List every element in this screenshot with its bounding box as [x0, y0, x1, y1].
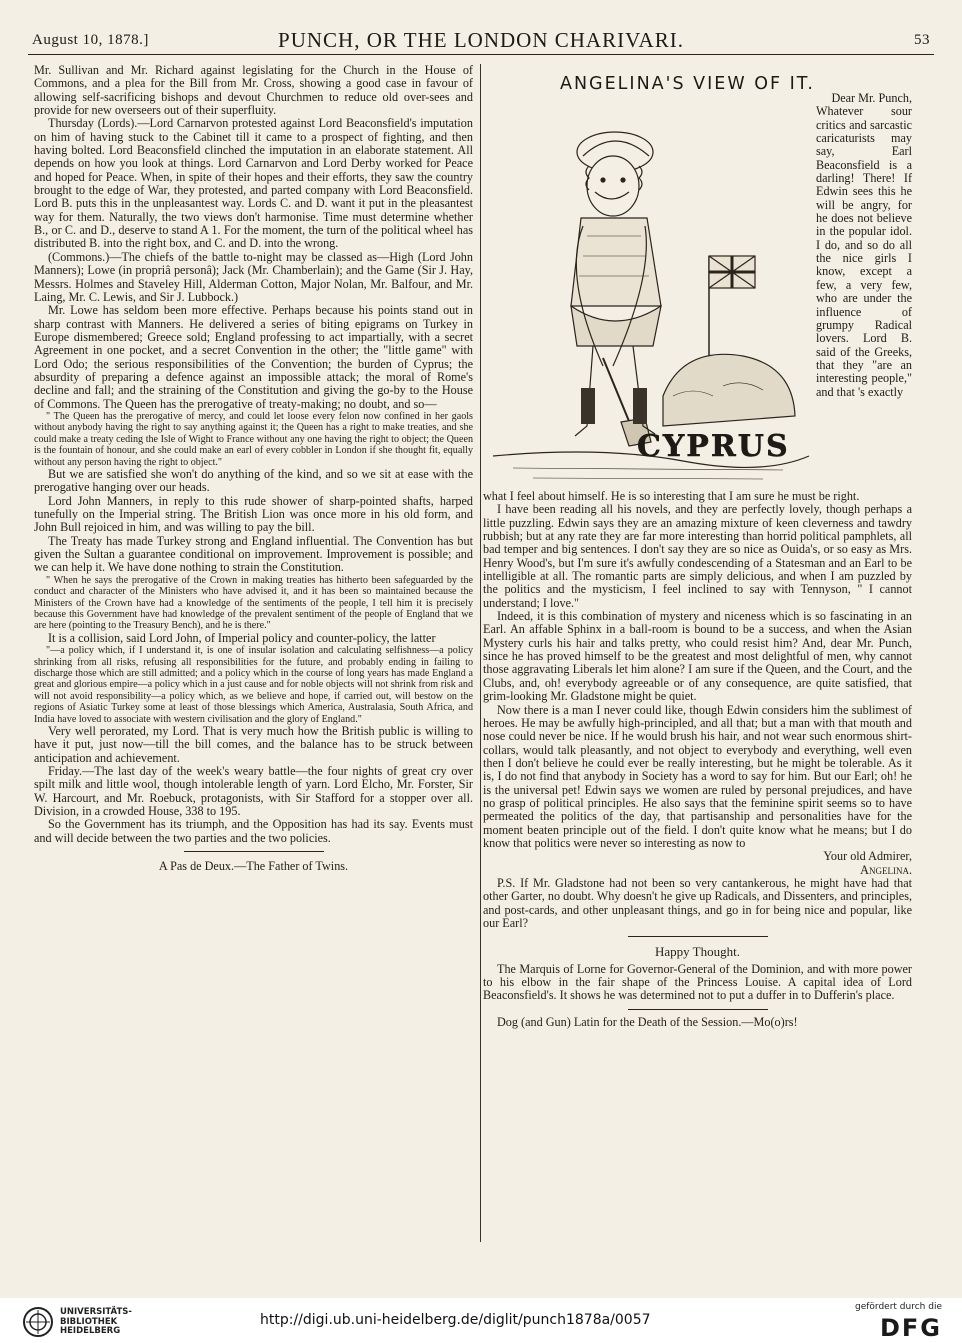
- paragraph: (Commons.)—The chiefs of the battle to-night may be classed as—High (Lord John Manners); Lowe (in propriâ personâ); Jack (Mr. Chamberlain); and the Game (Sir J. Hay, Messrs. Holmes and Staveley Hill, Alderman Cotton, Major Nolan, Mr. Balfour, and Mr. Laing, Mr. C. Lewis, and Sir J. Lubbock.): [34, 249, 473, 304]
- paragraph: The Marquis of Lorne for Governor-General of the Dominion, and with more power to his elbow in the fair shape of the Princess Louise. A capital idea of Lord Beaconsfield's. It shows he was determined not to put a duffer in to Dufferin's place.: [483, 961, 912, 1003]
- block-quote: "—a policy which, if I understand it, is one of insular isolation and calculating selfishness—a policy shrinking from all risks, refusing all responsibilities for the future, and probably ending in failing to discharge those which are still admitted; and a policy which in the course of long years has made England a great and glorious empire—a policy which in a just cause and for noble objects will not shrink from risk and will not avoid responsibility—a policy which, as we believe and hope, if carried out, will bestow on the regions of Asiatic Turkey some at least of those blessings which America, Australasia, South Africa, and India have loved to associate with western civilisation and the glory of England.": [34, 645, 473, 725]
- funding-note: gefördert durch die: [855, 1302, 942, 1312]
- paragraph: The Treaty has made Turkey strong and England influential. The Convention has but given the Sultan a guarantee conditional on improvement. Improvement is possible; and we can help it. We have done nothing to strain the Constitution.: [34, 533, 473, 575]
- paragraph: Very well perorated, my Lord. That is very much how the British public is willing to have it put, just now—till the bill comes, and the balance has to be struck between anticipation and achievement.: [34, 723, 473, 765]
- closing: Your old Admirer,: [823, 849, 912, 864]
- page-number: 53: [914, 32, 930, 48]
- divider: [628, 936, 768, 937]
- paragraph: But we are satisfied she won't do anything of the kind, and so we sit at ease with the prerogative hanging over our heads.: [34, 466, 473, 495]
- paragraph: Friday.—The last day of the week's weary battle—the four nights of great cry over spilt milk and little wool, though intolerable length of yarn. Lord Elcho, Mr. Forster, Sir W. Harcourt, and Mr. Roebuck, protagonists, with Sir Stafford for a stopper over all. Division, in a crowded House, 338 to 195.: [34, 763, 473, 818]
- paragraph: Dog (and Gun) Latin for the Death of the Session.—Mo(o)rs!: [497, 1014, 798, 1029]
- cyprus-label: CYPRUS: [637, 429, 790, 464]
- paragraph: Indeed, it is this combination of mystery and niceness which is so fascinating in an Earl. An affable Sphinx in a ball-room is bound to be a success, and when the Asian Mystery curls his hair and talks pretty, who could resist him? And, dear Mr. Punch, since he has proved himself to be the greatest and most delightful of men, why cannot those aggravating Liberals let him alone? I am sure if the Queen, and the Court, and the Clubs, and, oh! everybody agreeable or of any consequence, are quite satisfied, that grim-looking Mr. Gladstone might be quiet.: [483, 609, 912, 704]
- paragraph: I have been reading all his novels, and they are perfectly lovely, though perhaps a little puzzling. Edwin says they are an amazing mixture of keen cleverness and tawdry rubbish; but at any rate they are far more interesting than horrid political pamphlets, all bad temper and big sentences. I don't say they are so nice as Ouida's, or so easy as Mrs. Henry Wood's, but I'm sure it's awfully condescending of a Statesman and an Earl to be intelligible at all. The romantic parts are simply delicious, and when I am puzzled by the politics and the mysticism, I feel inclined to say with Tennyson, " I cannot understand; I love.": [483, 502, 912, 610]
- right-column: [483, 490, 912, 1029]
- paragraph: Whatever sour critics and sarcastic caricaturists may say, Earl Beaconsfield is a darling! There! If Edwin sees this he will be angry, for he does not believe in the popular idol. I do, and so do all the nice girls I know, except a few, a very few, who are under the influence of grumpy Radical lovers. Lord B. said of the Greeks, that they "are an interesting people," and that 's exactly: [816, 104, 912, 399]
- masthead-title: PUNCH, OR THE LONDON CHARIVARI.: [278, 28, 684, 52]
- paragraph: It is a collision, said Lord John, of Imperial policy and counter-policy, the latter: [48, 630, 436, 645]
- cartoon-illustration: [483, 96, 811, 496]
- left-column: [34, 64, 473, 873]
- article-title: ANGELINA'S VIEW OF IT.: [560, 74, 815, 94]
- footer-bar: [0, 1298, 962, 1343]
- paragraph: what I feel about himself. He is so interesting that I am sure he must be right.: [483, 489, 860, 503]
- salutation: Dear Mr. Punch,: [831, 91, 912, 105]
- university-seal-icon: [22, 1306, 54, 1338]
- paragraph: Lord John Manners, in reply to this rude shower of sharp-pointed shafts, harped tunefully on the Imperial string. The British Lion was once more in his old form, and John Bull rejoiced in him, and was willing to pay the bill.: [34, 493, 473, 535]
- paragraph: Mr. Lowe has seldom been more effective. Perhaps because his points stand out in sharp contrast with Manners. He delivered a series of biting epigrams on Turkey in Europe dismembered; Greece sold; England professing to act impartially, with a secret Agreement in one pocket, and a secret Convention in the other; the "little game" with Lord Odo; the serious responsibilities of the Convention; the burden of Cyprus; the absurdity of preparing a defence against an impossible attack; the moral of Rome's decline and fall; and the straining of the Constitution and giving the go-by to the House of Commons. The Queen has the prerogative of treaty-making; no doubt, and so—: [34, 303, 473, 411]
- paragraph: So the Government has its triumph, and the Opposition has had its say. Events must and will decide between the two parties and the two policies.: [34, 817, 473, 845]
- section-heading: Happy Thought.: [655, 944, 740, 960]
- divider: [184, 851, 324, 852]
- source-url-link[interactable]: http://digi.ub.uni-heidelberg.de/diglit/punch1878a/0057: [260, 1312, 651, 1328]
- paragraph: Now there is a man I never could like, though Edwin considers him the sublimest of heroes. He may be awfully high-principled, and all that; but a man with that mouth and nose could never be nice. If he would brush his hair, and not wear such enormous shirt-collars, would talk pleasantly, and not object to everybody and everything, well even then I don't believe he could ever be really interesting, but he might be tolerable. As it is, I do not find that anybody in Society has a word to say for him. But our Earl; oh! he is the universal pet! Edwin says we women are ruled by personal prejudices, and have no grasp of political principles. He also says that the feminine spirit seems so to have permeated the politics of the day, that partisanship and personalities have for the moment beaten principle out of the field. I don't quite know what he means; but I do know that politics were never so interesting as now to: [483, 702, 912, 850]
- postscript: P.S. If Mr. Gladstone had not been so very cantankerous, he might have had that other Garter, no doubt. Why doesn't he give up Radicals, and Dissenters, and principles, and post-cards, and other unpleasant things, and go in for being nice and popular, like our Earl?: [483, 875, 912, 930]
- column-divider: [480, 64, 481, 1242]
- divider: [628, 1009, 768, 1010]
- dfg-logo: DFG: [879, 1314, 942, 1342]
- page-header: [28, 28, 934, 55]
- header-date: August 10, 1878.]: [32, 32, 149, 48]
- paragraph: Mr. Sullivan and Mr. Richard against legislating for the Church in the House of Commons, and a plea for the Bill from Mr. Cross, showing a good case in favour of allowing self-sacrificing bishops and devout Churchmen to reduce old over-sees and provide for new overseers out of their superfluity.: [34, 63, 473, 118]
- cartoon-drawing: [483, 96, 811, 496]
- block-quote: " The Queen has the prerogative of mercy, and could let loose every felon now confined in her gaols without anybody having the right to say anything against it; the Queen has a right to make treaties, and she could make a treaty ceding the Isle of Wight to France without any one having the right to object; the Queen is the fountain of honour, and she could make an earl of every cobbler in London if she thought fit, equally without any person having the right to object.": [34, 410, 473, 468]
- pas-de-deux-joke: A Pas de Deux.—The Father of Twins.: [158, 859, 349, 874]
- signature: Angelina.: [860, 862, 912, 877]
- wrap-text-column: [816, 92, 912, 399]
- block-quote: " When he says the prerogative of the Crown in making treaties has hitherto been safeguarded by the conduct and character of the Ministers who have advised it, and it has been so maintained because the Ministers of the Crown have had a knowledge of the sentiments of the people, I tell him it is precisely because this Government have had knowledge of the prevalent sentiment of the people of England that we are here (pointing to the Treasury Bench), and he is there.": [34, 574, 473, 632]
- paragraph: Thursday (Lords).—Lord Carnarvon protested against Lord Beaconsfield's imputation on him of having stuck to the Cabinet till it came to a prospect of fighting, and then having bolted. Lord Beaconsfield clinched the imputation in an elaborate statement. All depends on how you look at things. Lord Carnarvon and Lord Derby worked for Peace and hoped for Peace. When, in spite of their hopes and their efforts, they saw the country brought to the edge of War, they protested, and parted company with Lord Beaconsfield. Lord B. puts this in the unpleasantest way. Lords C. and D. want it put in the pleasantest way for them. Naturally, the two views don't harmonise. Time must determine whether B., or C. and D., deserve to stand A 1. For the moment, the turn of the political wheel has distributed B. into the right box, and C. and D. into the wrong.: [34, 116, 473, 251]
- library-name: UNIVERSITÄTS- BIBLIOTHEK HEIDELBERG: [60, 1307, 132, 1337]
